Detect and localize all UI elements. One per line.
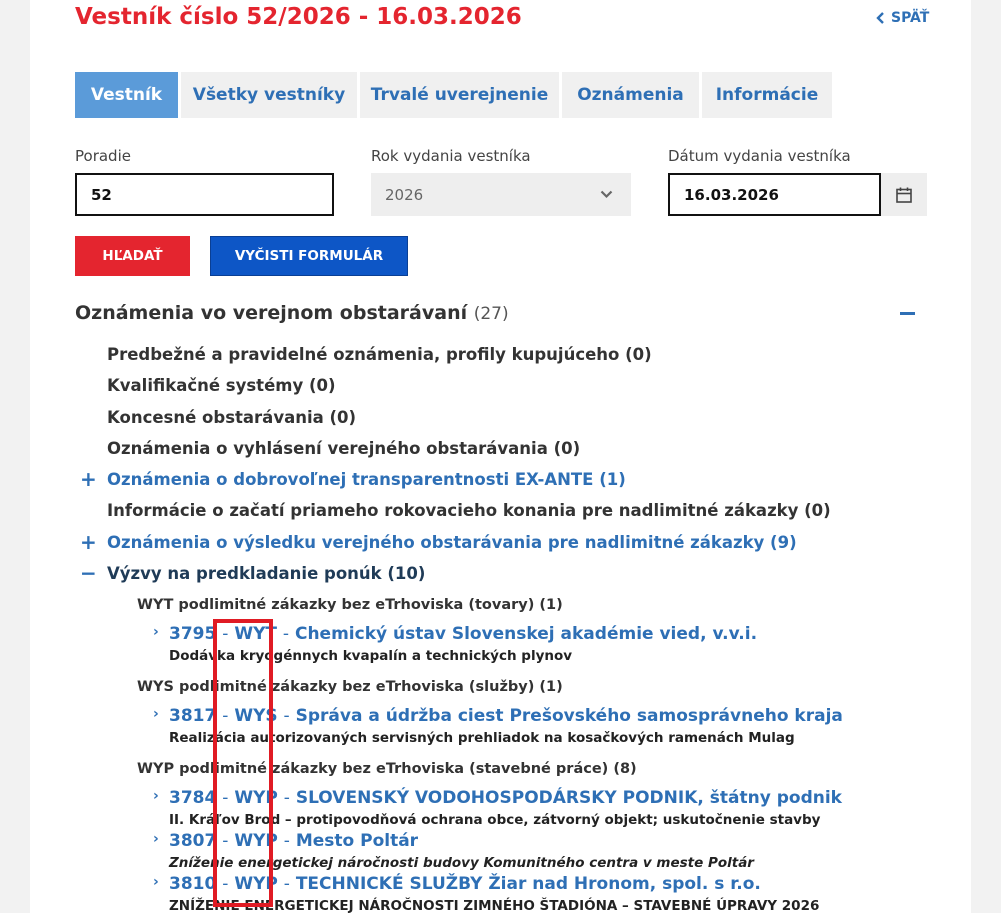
category-link-vysledok[interactable]: Oznámenia o výsledku verejného obstarávania pre nadlimitné zákazky (9) — [107, 533, 797, 552]
highlight-box — [213, 619, 273, 907]
entry-number: 3807 — [169, 831, 217, 851]
category-item: Predbežné a pravidelné oznámenia, profily kupujúceho (0) — [107, 345, 652, 364]
tab-informacie[interactable]: Informácie — [702, 72, 832, 118]
poradie-input[interactable]: 52 — [75, 173, 334, 216]
entry-code: WYS — [234, 706, 278, 726]
category-item: Oznámenia o vyhlásení verejného obstarávania (0) — [107, 439, 581, 458]
entry-number: 3795 — [169, 624, 217, 644]
entry-code: WYP — [234, 788, 278, 808]
chevron-down-icon — [600, 190, 613, 199]
minus-icon[interactable]: − — [80, 561, 97, 585]
entry-number: 3817 — [169, 706, 217, 726]
entry-description: Dodávka kryogénnych kvapalín a technických plynov — [169, 648, 573, 664]
rok-select-value: 2026 — [385, 185, 424, 204]
tab-vsetky-vestniky[interactable]: Všetky vestníky — [181, 72, 357, 118]
entry-separator: - — [283, 874, 290, 894]
chevron-right-icon: › — [153, 788, 159, 804]
main-card — [30, 0, 971, 913]
chevron-right-icon: › — [153, 874, 159, 890]
minus-icon[interactable] — [900, 312, 915, 315]
rok-select[interactable] — [371, 173, 631, 216]
chevron-left-icon — [876, 12, 885, 24]
section-title — [75, 302, 509, 324]
back-link[interactable] — [876, 10, 929, 26]
search-button[interactable]: HĽADAŤ — [75, 236, 190, 276]
subgroup-title: WYT podlimitné zákazky bez eTrhoviska (tovary) (1) — [137, 597, 563, 613]
category-item: Informácie o začatí priameho rokovacieho konania pre nadlimitné zákazky (0) — [107, 501, 831, 520]
entry-separator: - — [222, 624, 229, 644]
entry-name: TECHNICKÉ SLUŽBY Žiar nad Hronom, spol. s r.o. — [295, 874, 761, 894]
datum-label: Dátum vydania vestníka — [668, 147, 851, 165]
entry-number: 3810 — [169, 874, 217, 894]
tab-bar — [75, 72, 832, 118]
entry-separator: - — [282, 624, 290, 644]
entry-code: WYP — [234, 874, 278, 894]
subgroup-title: WYP podlimitné zákazky bez eTrhoviska (stavebné práce) (8) — [137, 761, 637, 777]
entry-link[interactable] — [169, 831, 418, 851]
category-link-ex-ante[interactable]: Oznámenia o dobrovoľnej transparentnosti EX-ANTE (1) — [107, 470, 626, 489]
entry-description: Zníženie energetickej náročnosti budovy Komunitného centra v meste Poltár — [169, 855, 754, 871]
entry-separator: - — [283, 706, 290, 726]
chevron-right-icon: › — [153, 624, 159, 640]
entry-name: Chemický ústav Slovenskej akadémie vied, v.v.i. — [294, 624, 758, 644]
back-label: SPÄŤ — [891, 10, 930, 26]
entry-number: 3784 — [169, 788, 217, 808]
chevron-right-icon: › — [153, 831, 159, 847]
entry-separator: - — [283, 831, 290, 851]
clear-form-button[interactable]: VYČISTI FORMULÁR — [210, 236, 408, 276]
calendar-icon — [895, 186, 913, 204]
entry-name: SLOVENSKÝ VODOHOSPODÁRSKY PODNIK, štátny podnik — [295, 788, 842, 808]
entry-name: Správa a údržba ciest Prešovského samosprávneho kraja — [295, 706, 843, 726]
tab-vestnik[interactable]: Vestník — [75, 72, 178, 118]
entry-separator: - — [222, 874, 229, 894]
entry-description: ZNÍŽENIE ENERGETICKEJ NÁROČNOSTI ZIMNÉHO ŠTADIÓNA – STAVEBNÉ ÚPRAVY 2026 — [169, 898, 820, 913]
subgroup-title: WYS podlimitné zákazky bez eTrhoviska (služby) (1) — [137, 679, 563, 695]
tab-oznamenia[interactable]: Oznámenia — [562, 72, 699, 118]
entry-separator: - — [222, 706, 229, 726]
category-item: Koncesné obstarávania (0) — [107, 408, 357, 427]
chevron-right-icon: › — [153, 706, 159, 722]
poradie-label: Poradie — [75, 147, 131, 165]
datum-input[interactable]: 16.03.2026 — [668, 173, 881, 216]
entry-separator: - — [222, 788, 229, 808]
tab-trvale-uverejnenie[interactable]: Trvalé uverejnenie — [360, 72, 559, 118]
plus-icon[interactable]: + — [80, 530, 97, 554]
category-item-vyzvy[interactable]: Výzvy na predkladanie ponúk (10) — [107, 564, 426, 583]
entry-description: II. Kráľov Brod – protipovodňová ochrana obce, zátvorný objekt; uskutočnenie stavby — [169, 812, 821, 828]
entry-separator: - — [222, 831, 229, 851]
calendar-button[interactable] — [881, 173, 927, 216]
entry-code: WYP — [234, 831, 278, 851]
section-count: (27) — [473, 304, 509, 324]
entry-separator: - — [283, 788, 290, 808]
entry-description: Realizácia autorizovaných servisných prehliadok na kosačkových ramenách Mulag — [169, 730, 795, 746]
category-item: Kvalifikačné systémy (0) — [107, 376, 336, 395]
rok-label: Rok vydania vestníka — [371, 147, 531, 165]
section-title-text: Oznámenia vo verejnom obstarávaní — [75, 302, 468, 324]
entry-name: Mesto Poltár — [295, 831, 419, 851]
plus-icon[interactable]: + — [80, 467, 97, 491]
entry-code: WYT — [234, 624, 277, 644]
page-title: Vestník číslo 52/2026 - 16.03.2026 — [75, 4, 522, 30]
